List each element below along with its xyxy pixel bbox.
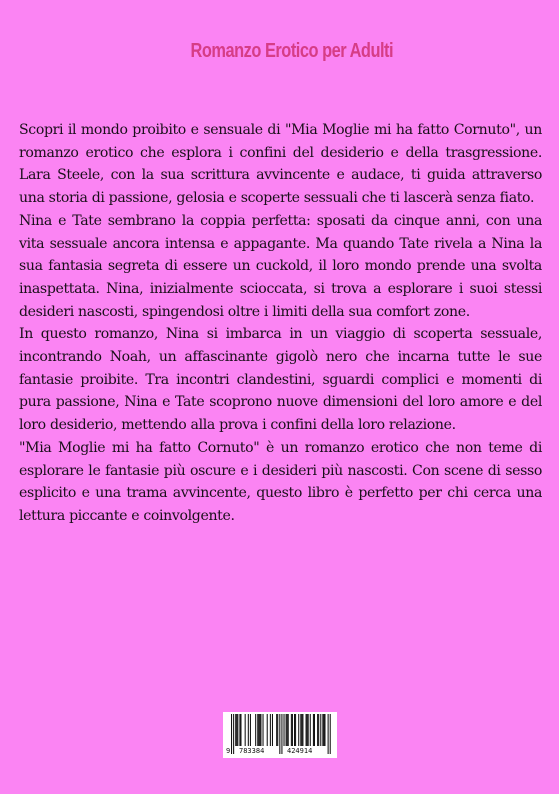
barcode-bar <box>263 714 264 746</box>
barcode-bar <box>284 714 285 746</box>
barcode-bar <box>294 714 295 746</box>
barcode-bar <box>313 714 314 746</box>
isbn-barcode <box>223 712 337 758</box>
barcode-bar <box>318 714 319 746</box>
barcode-bar <box>308 714 309 746</box>
barcode-bar <box>240 714 241 746</box>
barcode-bar <box>302 714 303 746</box>
barcode-bar <box>317 714 318 746</box>
barcode-digits <box>223 746 337 756</box>
barcode-bar <box>236 714 237 746</box>
back-cover-blurb <box>19 119 542 528</box>
barcode-bar <box>257 714 258 746</box>
barcode-bar <box>300 714 301 746</box>
barcode-bar <box>276 714 277 746</box>
barcode-bar <box>272 714 273 746</box>
barcode-bar <box>259 714 260 746</box>
barcode-bar <box>322 714 323 746</box>
blurb-paragraph: Scopri il mondo proibito e sensuale di "Mia Moglie mi ha fatto Cornuto", un romanzo erotico che esplora i confini del desiderio e della trasgressione. Lara Steele, con la sua scrittura avvincente e audace, ti guida attraverso una storia di passione, gelosia e scoperte sessuali che ti lascerà senza fiato. <box>19 122 542 207</box>
barcode-bar <box>239 714 240 746</box>
barcode-bar <box>248 714 249 746</box>
barcode-left-group: 783384 <box>239 747 265 755</box>
barcode-bar <box>320 714 321 746</box>
blurb-paragraph: "Mia Moglie mi ha fatto Cornuto" è un romanzo erotico che non teme di esplorare le fantasie più oscure e i desideri più nascosti. Con scene di sesso esplicito e una trama avvincente, questo libro è perfetto per chi cerca una lettura piccante e coinvolgente. <box>19 439 542 524</box>
barcode-bar <box>270 714 271 746</box>
barcode-bar <box>307 714 308 746</box>
barcode-bar <box>310 714 311 746</box>
barcode-bar <box>260 714 261 746</box>
barcode-bar <box>323 714 324 746</box>
barcode-bar <box>295 714 296 746</box>
barcode-bar <box>306 714 307 746</box>
barcode-bar <box>292 714 293 746</box>
barcode-bar <box>267 714 268 746</box>
barcode-bar <box>250 714 251 746</box>
barcode-bar <box>255 714 256 746</box>
blurb-paragraph: In questo romanzo, Nina si imbarca in un viaggio di scoperta sessuale, incontrando Noah, un affascinante gigolò nero che incarna tutte le sue fantasie proibite. Tra incontri clandestini, sguardi complici e momenti di pura passione, Nina e Tate scoprono nuove dimensioni del loro amore e del loro desiderio, mettendo alla prova i confini della loro relazione. <box>19 326 542 434</box>
blurb-paragraph: Nina e Tate sembrano la coppia perfetta: sposati da cinque anni, con una vita sessuale ancora intensa e appagante. Ma quando Tate rivela a Nina la sua fantasia segreta di essere un cuckold, il loro mondo prende una svolta inaspettata. Nina, inizialmente scioccata, si trova a esplorare i suoi stessi desideri nascosti, spingendosi oltre i limiti della sua comfort zone. <box>19 212 542 320</box>
barcode-bar <box>286 714 287 746</box>
barcode-bar <box>287 714 288 746</box>
barcode-bar <box>288 714 289 746</box>
barcode-bar <box>245 714 246 746</box>
barcode-bar <box>235 714 236 746</box>
barcode-bar <box>298 714 299 746</box>
barcode-bar <box>277 714 278 746</box>
barcode-bar <box>237 714 238 746</box>
barcode-bar <box>291 714 292 746</box>
page-title: Romanzo Erotico per Adulti <box>190 40 394 62</box>
barcode-first-digit: 9 <box>226 747 231 755</box>
barcode-right-group: 424914 <box>287 747 313 755</box>
barcode-bar <box>258 714 259 746</box>
barcode-bar <box>301 714 302 746</box>
barcode-bar <box>314 714 315 746</box>
barcode-bar <box>324 714 325 746</box>
